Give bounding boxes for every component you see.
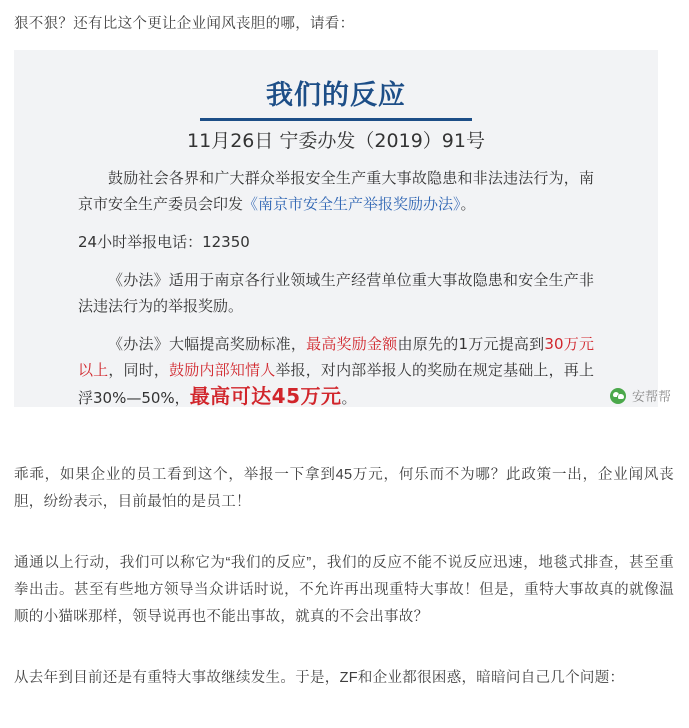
body-paragraph-3: 从去年到目前还是有重特大事故继续发生。于是，ZF和企业都很困惑，暗暗问自己几个问题： (14, 670, 625, 686)
card-p1-seg-2: 《南京市安全生产举报奖励办法》 (243, 195, 461, 213)
card-p4-seg-8: 最高可达45万元 (189, 384, 342, 408)
card-p3-seg-1: 《办法》适用于南京各行业领域生产经营单位重大事故隐患和安全生产非法违法行为的举报奖励。 (78, 271, 594, 315)
notice-card (14, 50, 658, 407)
card-p4-seg-3: 由原先的1万元提高到 (397, 335, 545, 353)
card-paragraph-2 (78, 229, 594, 255)
card-p4-seg-6: 鼓励内部知情人 (169, 361, 276, 379)
body-paragraph-2: 通通以上行动，我们可以称它为“我们的反应”，我们的反应不能不说反应迅速，地毯式排查，甚至重拳出击。甚至有些地方领导当众讲话时说，不允许再出现重特大事故！但是，重特大事故真的就像温顺的小猫咪那样，领导说再也不能出事故，就真的不会出事故？ (14, 555, 674, 625)
hotline-text: 24小时举报电话：12350 (78, 233, 250, 251)
card-paragraph-3 (78, 267, 594, 319)
title-underline (200, 118, 472, 121)
brand-credit (610, 386, 671, 405)
card-p4-seg-2: 最高奖励金额 (306, 335, 398, 353)
card-p4-seg-5: ，同时， (108, 361, 170, 379)
card-p1-seg-1: 鼓励社会各界和广大群众举报安全生产重大事故隐患和非法违法行为，南京市安全生产委员会印发 (78, 169, 594, 213)
body-paragraph-1: 乖乖，如果企业的员工看到这个，举报一下拿到45万元，何乐而不为哪？此政策一出，企业闻风丧胆，纷纷表示，目前最怕的是员工！ (14, 467, 674, 510)
card-body (78, 165, 594, 423)
wechat-icon (610, 388, 626, 404)
brand-name: 安帮帮 (631, 389, 671, 404)
document-number: 11月26日 宁委办发（2019）91号 (187, 130, 485, 152)
card-p4-seg-4: 30万元以上 (78, 335, 594, 379)
card-p1-seg-3: 。 (460, 195, 476, 213)
card-paragraph-1 (78, 165, 594, 217)
card-title: 我们的反应 (266, 80, 406, 111)
card-p4-seg-7: 举报，对内部举报人的奖励在规定基础上，再上浮30%—50%， (78, 361, 594, 407)
card-p4-seg-1: 《办法》大幅提高奖励标准， (108, 335, 307, 353)
intro-paragraph: 狠不狠？还有比这个更让企业闻风丧胆的哪，请看： (14, 16, 355, 32)
card-paragraph-4 (78, 331, 594, 411)
card-p4-seg-9: 。 (341, 389, 357, 407)
